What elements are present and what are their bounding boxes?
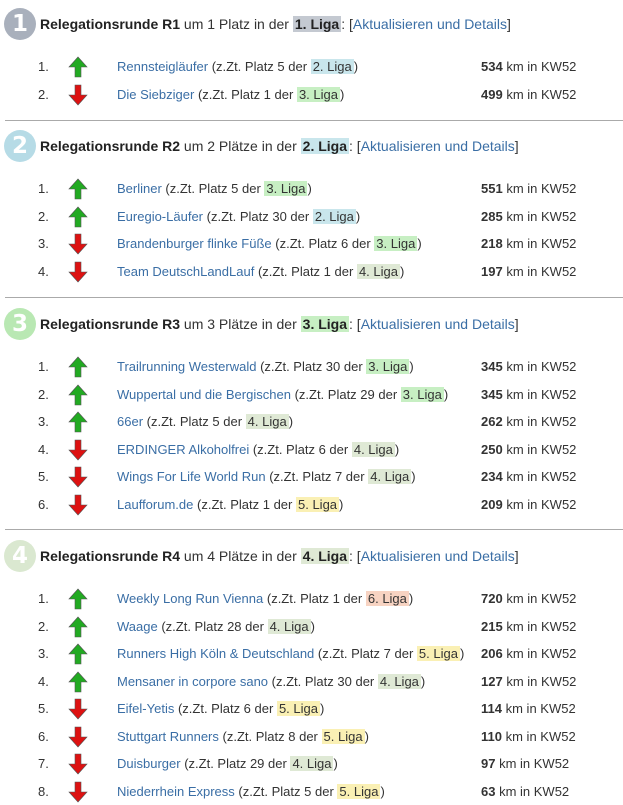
distance-value xyxy=(481,674,576,689)
arrow-up-icon xyxy=(68,56,88,78)
distance-value xyxy=(481,87,576,102)
rank-number: 3. xyxy=(38,236,54,251)
round-number-badge: 2 xyxy=(4,130,36,162)
km-number: 720 xyxy=(481,591,503,606)
team-link[interactable]: Eifel-Yetis xyxy=(117,701,174,716)
km-number: 262 xyxy=(481,414,503,429)
distance-value xyxy=(481,209,576,224)
round-number-badge: 3 xyxy=(4,308,36,340)
rank-number: 7. xyxy=(38,756,54,771)
round-description: um 2 Plätze in der xyxy=(184,138,297,154)
separator-text: : [ xyxy=(349,316,361,332)
section-divider xyxy=(5,297,623,298)
rank-number: 6. xyxy=(38,729,54,744)
distance-value xyxy=(481,497,576,512)
separator-text: ] xyxy=(507,16,511,32)
arrow-down-icon xyxy=(68,466,88,488)
distance-value xyxy=(481,442,576,457)
current-position: (z.Zt. Platz 5 der xyxy=(165,181,260,196)
arrow-down-icon xyxy=(68,84,88,106)
current-position: (z.Zt. Platz 29 der xyxy=(184,756,287,771)
team-link[interactable]: ERDINGER Alkoholfrei xyxy=(117,442,249,457)
paren-close: ) xyxy=(340,87,344,102)
rank-number: 6. xyxy=(38,497,54,512)
km-number: 215 xyxy=(481,619,503,634)
paren-close: ) xyxy=(307,181,311,196)
paren-close: ) xyxy=(311,619,315,634)
current-position: (z.Zt. Platz 6 der xyxy=(253,442,348,457)
paren-close: ) xyxy=(411,469,415,484)
km-week-label: km in KW52 xyxy=(506,236,576,251)
rank-number: 1. xyxy=(38,181,54,196)
relegation-section-r2 xyxy=(0,130,623,162)
km-number: 234 xyxy=(481,469,503,484)
league-badge: 3. Liga xyxy=(366,359,409,374)
km-number: 197 xyxy=(481,264,503,279)
team-info xyxy=(117,414,293,429)
team-info xyxy=(117,87,344,102)
team-row xyxy=(0,613,623,641)
arrow-up-icon xyxy=(68,588,88,610)
league-badge: 2. Liga xyxy=(301,138,349,154)
rank-number: 1. xyxy=(38,359,54,374)
team-link[interactable]: Euregio-Läufer xyxy=(117,209,203,224)
team-row xyxy=(0,585,623,613)
current-position: (z.Zt. Platz 29 der xyxy=(295,387,398,402)
rank-number: 4. xyxy=(38,264,54,279)
team-link[interactable]: Mensaner in corpore sano xyxy=(117,674,268,689)
section-title xyxy=(40,138,519,154)
current-position: (z.Zt. Platz 7 der xyxy=(318,646,413,661)
league-badge: 4. Liga xyxy=(368,469,411,484)
team-link[interactable]: Weekly Long Run Vienna xyxy=(117,591,263,606)
section-header xyxy=(0,130,623,162)
team-link[interactable]: Waage xyxy=(117,619,158,634)
team-row xyxy=(0,778,623,805)
league-badge: 3. Liga xyxy=(374,236,417,251)
current-position: (z.Zt. Platz 8 der xyxy=(223,729,318,744)
km-week-label: km in KW52 xyxy=(506,701,576,716)
km-number: 551 xyxy=(481,181,503,196)
current-position: (z.Zt. Platz 1 der xyxy=(197,497,292,512)
league-badge: 4. Liga xyxy=(268,619,311,634)
distance-value xyxy=(481,59,576,74)
km-number: 345 xyxy=(481,359,503,374)
distance-value xyxy=(481,646,576,661)
rank-number: 8. xyxy=(38,784,54,799)
km-number: 63 xyxy=(481,784,495,799)
current-position: (z.Zt. Platz 5 der xyxy=(238,784,333,799)
paren-close: ) xyxy=(354,59,358,74)
team-info xyxy=(117,591,413,606)
section-header xyxy=(0,8,623,40)
team-info xyxy=(117,674,425,689)
rank-number: 5. xyxy=(38,469,54,484)
league-badge: 4. Liga xyxy=(378,674,421,689)
distance-value xyxy=(481,619,576,634)
current-position: (z.Zt. Platz 1 der xyxy=(198,87,293,102)
league-badge: 2. Liga xyxy=(313,209,356,224)
league-badge: 3. Liga xyxy=(297,87,340,102)
relegation-section-r1 xyxy=(0,8,623,40)
paren-close: ) xyxy=(380,784,384,799)
separator-text: ] xyxy=(515,138,519,154)
distance-value xyxy=(481,236,576,251)
league-badge: 1. Liga xyxy=(293,16,341,32)
rank-number: 4. xyxy=(38,442,54,457)
km-number: 206 xyxy=(481,646,503,661)
km-week-label: km in KW52 xyxy=(506,497,576,512)
rank-number: 1. xyxy=(38,591,54,606)
arrow-up-icon xyxy=(68,178,88,200)
distance-value xyxy=(481,181,576,196)
km-number: 218 xyxy=(481,236,503,251)
km-week-label: km in KW52 xyxy=(506,359,576,374)
km-week-label: km in KW52 xyxy=(506,181,576,196)
team-link[interactable]: Rennsteigläufer xyxy=(117,59,208,74)
round-number-badge: 1 xyxy=(4,8,36,40)
section-divider xyxy=(5,120,623,121)
league-badge: 5. Liga xyxy=(417,646,460,661)
team-row xyxy=(0,53,623,81)
league-badge: 3. Liga xyxy=(401,387,444,402)
team-row xyxy=(0,491,623,519)
league-badge: 5. Liga xyxy=(322,729,365,744)
current-position: (z.Zt. Platz 7 der xyxy=(269,469,364,484)
km-week-label: km in KW52 xyxy=(506,59,576,74)
rank-number: 3. xyxy=(38,646,54,661)
current-position: (z.Zt. Platz 1 der xyxy=(267,591,362,606)
relegation-section-r4 xyxy=(0,540,623,572)
distance-value xyxy=(481,387,576,402)
round-description: um 3 Plätze in der xyxy=(184,316,297,332)
league-badge: 2. Liga xyxy=(311,59,354,74)
separator-text: : [ xyxy=(349,138,361,154)
rank-number: 4. xyxy=(38,674,54,689)
rank-number: 2. xyxy=(38,87,54,102)
rank-number: 3. xyxy=(38,414,54,429)
separator-text: : [ xyxy=(341,16,353,32)
arrow-up-icon xyxy=(68,671,88,693)
arrow-up-icon xyxy=(68,411,88,433)
distance-value xyxy=(481,414,576,429)
team-row xyxy=(0,723,623,751)
league-badge: 3. Liga xyxy=(301,316,349,332)
update-details-link[interactable]: Aktualisieren und Details xyxy=(353,16,507,32)
league-badge: 5. Liga xyxy=(337,784,380,799)
arrow-down-icon xyxy=(68,698,88,720)
league-badge: 4. Liga xyxy=(246,414,289,429)
km-number: 250 xyxy=(481,442,503,457)
team-link[interactable]: Brandenburger flinke Füße xyxy=(117,236,272,251)
team-info xyxy=(117,497,343,512)
paren-close: ) xyxy=(409,359,413,374)
team-row xyxy=(0,381,623,409)
team-link[interactable]: Stuttgart Runners xyxy=(117,729,219,744)
league-badge: 3. Liga xyxy=(264,181,307,196)
team-link[interactable]: Trailrunning Westerwald xyxy=(117,359,256,374)
distance-value xyxy=(481,729,576,744)
current-position: (z.Zt. Platz 6 der xyxy=(178,701,273,716)
paren-close: ) xyxy=(339,497,343,512)
team-info xyxy=(117,387,448,402)
distance-value xyxy=(481,784,569,799)
league-badge: 4. Liga xyxy=(357,264,400,279)
current-position: (z.Zt. Platz 5 der xyxy=(147,414,242,429)
league-badge: 4. Liga xyxy=(352,442,395,457)
team-row xyxy=(0,436,623,464)
relegation-section-r3 xyxy=(0,308,623,340)
team-info xyxy=(117,359,414,374)
arrow-down-icon xyxy=(68,753,88,775)
arrow-up-icon xyxy=(68,206,88,228)
round-description: um 4 Plätze in der xyxy=(184,548,297,564)
distance-value xyxy=(481,701,576,716)
team-link[interactable]: Niederrhein Express xyxy=(117,784,235,799)
league-badge: 5. Liga xyxy=(277,701,320,716)
team-info xyxy=(117,756,338,771)
team-row xyxy=(0,81,623,109)
km-week-label: km in KW52 xyxy=(506,591,576,606)
distance-value xyxy=(481,469,576,484)
team-row xyxy=(0,203,623,231)
km-week-label: km in KW52 xyxy=(506,646,576,661)
team-row xyxy=(0,695,623,723)
paren-close: ) xyxy=(460,646,464,661)
arrow-down-icon xyxy=(68,233,88,255)
update-details-link[interactable]: Aktualisieren und Details xyxy=(361,316,515,332)
team-info xyxy=(117,619,315,634)
team-info xyxy=(117,701,324,716)
team-row xyxy=(0,258,623,286)
team-link[interactable]: Team DeutschLandLauf xyxy=(117,264,254,279)
team-link[interactable]: Wuppertal und die Bergischen xyxy=(117,387,291,402)
team-info xyxy=(117,209,360,224)
league-badge: 6. Liga xyxy=(366,591,409,606)
km-week-label: km in KW52 xyxy=(506,442,576,457)
distance-value xyxy=(481,591,576,606)
current-position: (z.Zt. Platz 28 der xyxy=(161,619,264,634)
round-description: um 1 Platz in der xyxy=(184,16,289,32)
team-link[interactable]: Duisburger xyxy=(117,756,181,771)
round-title: Relegationsrunde R1 xyxy=(40,16,180,32)
current-position: (z.Zt. Platz 30 der xyxy=(260,359,363,374)
km-number: 534 xyxy=(481,59,503,74)
round-title: Relegationsrunde R3 xyxy=(40,316,180,332)
km-week-label: km in KW52 xyxy=(506,87,576,102)
team-row xyxy=(0,408,623,436)
team-info xyxy=(117,784,385,799)
paren-close: ) xyxy=(333,756,337,771)
arrow-down-icon xyxy=(68,261,88,283)
arrow-up-icon xyxy=(68,643,88,665)
team-link[interactable]: Laufforum.de xyxy=(117,497,193,512)
arrow-up-icon xyxy=(68,616,88,638)
arrow-down-icon xyxy=(68,726,88,748)
paren-close: ) xyxy=(400,264,404,279)
km-week-label: km in KW52 xyxy=(506,414,576,429)
team-info xyxy=(117,469,416,484)
team-link[interactable]: Die Siebziger xyxy=(117,87,194,102)
league-badge: 4. Liga xyxy=(290,756,333,771)
team-row xyxy=(0,463,623,491)
team-row xyxy=(0,750,623,778)
section-title xyxy=(40,316,519,332)
section-title xyxy=(40,548,519,564)
km-number: 114 xyxy=(481,701,502,716)
separator-text: ] xyxy=(515,548,519,564)
separator-text: ] xyxy=(515,316,519,332)
km-number: 285 xyxy=(481,209,503,224)
km-number: 499 xyxy=(481,87,503,102)
round-title: Relegationsrunde R2 xyxy=(40,138,180,154)
paren-close: ) xyxy=(421,674,425,689)
km-week-label: km in KW52 xyxy=(506,387,576,402)
current-position: (z.Zt. Platz 30 der xyxy=(272,674,375,689)
km-number: 110 xyxy=(481,729,502,744)
paren-close: ) xyxy=(409,591,413,606)
paren-close: ) xyxy=(417,236,421,251)
update-details-link[interactable]: Aktualisieren und Details xyxy=(361,548,515,564)
team-link[interactable]: 66er xyxy=(117,414,143,429)
current-position: (z.Zt. Platz 1 der xyxy=(258,264,353,279)
section-divider xyxy=(5,529,623,530)
arrow-down-icon xyxy=(68,781,88,803)
paren-close: ) xyxy=(365,729,369,744)
km-number: 127 xyxy=(481,674,503,689)
km-week-label: km in KW52 xyxy=(506,619,576,634)
rank-number: 2. xyxy=(38,209,54,224)
section-header xyxy=(0,540,623,572)
team-info xyxy=(117,59,358,74)
team-info xyxy=(117,646,464,661)
km-week-label: km in KW52 xyxy=(506,469,576,484)
arrow-up-icon xyxy=(68,356,88,378)
team-row xyxy=(0,175,623,203)
rank-number: 2. xyxy=(38,619,54,634)
distance-value xyxy=(481,756,569,771)
separator-text: : [ xyxy=(349,548,361,564)
team-row xyxy=(0,668,623,696)
current-position: (z.Zt. Platz 30 der xyxy=(207,209,310,224)
team-row xyxy=(0,353,623,381)
section-title xyxy=(40,16,511,32)
arrow-down-icon xyxy=(68,439,88,461)
paren-close: ) xyxy=(444,387,448,402)
update-details-link[interactable]: Aktualisieren und Details xyxy=(361,138,515,154)
rank-number: 2. xyxy=(38,387,54,402)
km-week-label: km in KW52 xyxy=(506,729,576,744)
arrow-up-icon xyxy=(68,384,88,406)
distance-value xyxy=(481,264,576,279)
distance-value xyxy=(481,359,576,374)
km-number: 209 xyxy=(481,497,503,512)
km-week-label: km in KW52 xyxy=(499,784,569,799)
league-badge: 5. Liga xyxy=(296,497,339,512)
paren-close: ) xyxy=(320,701,324,716)
arrow-down-icon xyxy=(68,494,88,516)
paren-close: ) xyxy=(395,442,399,457)
section-header xyxy=(0,308,623,340)
current-position: (z.Zt. Platz 6 der xyxy=(275,236,370,251)
team-info xyxy=(117,181,312,196)
km-number: 97 xyxy=(481,756,495,771)
km-week-label: km in KW52 xyxy=(506,209,576,224)
team-link[interactable]: Runners High Köln & Deutschland xyxy=(117,646,314,661)
km-week-label: km in KW52 xyxy=(506,264,576,279)
team-row xyxy=(0,230,623,258)
team-info xyxy=(117,236,422,251)
rank-number: 5. xyxy=(38,701,54,716)
current-position: (z.Zt. Platz 5 der xyxy=(212,59,307,74)
round-title: Relegationsrunde R4 xyxy=(40,548,180,564)
team-info xyxy=(117,264,404,279)
team-info xyxy=(117,442,399,457)
paren-close: ) xyxy=(356,209,360,224)
km-number: 345 xyxy=(481,387,503,402)
league-badge: 4. Liga xyxy=(301,548,349,564)
team-info xyxy=(117,729,369,744)
team-link[interactable]: Wings For Life World Run xyxy=(117,469,266,484)
km-week-label: km in KW52 xyxy=(499,756,569,771)
team-link[interactable]: Berliner xyxy=(117,181,162,196)
rank-number: 1. xyxy=(38,59,54,74)
km-week-label: km in KW52 xyxy=(506,674,576,689)
paren-close: ) xyxy=(289,414,293,429)
team-row xyxy=(0,640,623,668)
round-number-badge: 4 xyxy=(4,540,36,572)
